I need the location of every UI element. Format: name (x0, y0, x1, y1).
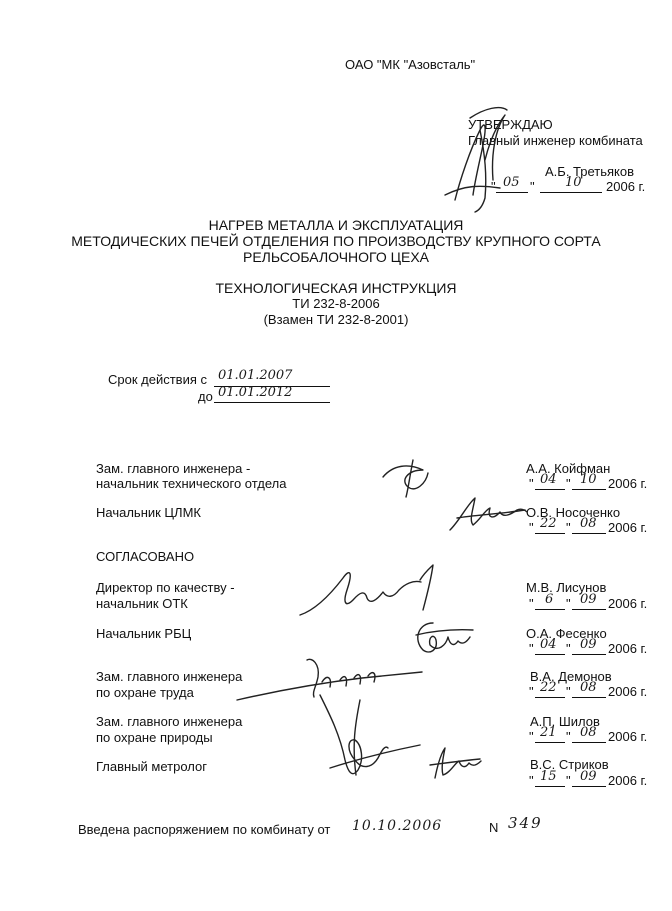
number-value: 349 (508, 814, 543, 832)
signer-year: 2006 г. (608, 520, 648, 535)
date-quote: " (566, 773, 571, 788)
doc-title-line3: РЕЛЬСОБАЛОЧНОГО ЦЕХА (242, 249, 429, 265)
agreed-position: Директор по качеству - (96, 580, 235, 595)
approval-year: 2006 г. (606, 179, 646, 194)
signature-nosochenko (445, 490, 530, 535)
month-line (572, 654, 606, 655)
date-quote: " (566, 596, 571, 611)
day-line (535, 654, 565, 655)
agreed-month: 08 (580, 725, 597, 740)
intro-label: Введена распоряжением по комбинату от (78, 822, 331, 837)
signature-koifman (378, 455, 438, 500)
date-quote: " (529, 520, 534, 535)
agreed-year: 2006 г. (608, 729, 648, 744)
date-quote: " (529, 773, 534, 788)
agreed-name: М.В. Лисунов (526, 580, 607, 595)
signer-month: 10 (580, 472, 597, 487)
date-quote: " (529, 476, 534, 491)
month-line (572, 609, 606, 610)
validity-to-line (214, 402, 330, 403)
signer-position: Зам. главного инженера - (96, 461, 251, 476)
day-line (535, 609, 565, 610)
date-quote: " (566, 641, 571, 656)
signer-name: А.А. Койфман (526, 461, 611, 476)
agreed-position: начальник ОТК (96, 596, 188, 611)
validity-from-date: 01.01.2007 (218, 368, 293, 383)
month-line (572, 742, 606, 743)
day-line (535, 786, 565, 787)
agreed-day: 21 (540, 725, 557, 740)
date-quote: " (566, 476, 571, 491)
signer-day: 22 (540, 516, 557, 531)
company-name: ОАО "МК "Азовсталь" (345, 57, 476, 72)
signer-position: Начальник ЦЛМК (96, 505, 201, 520)
signature-strikov (425, 743, 485, 783)
agreed-year: 2006 г. (608, 773, 648, 788)
date-quote: " (566, 684, 571, 699)
date-quote: " (566, 520, 571, 535)
intro-date: 10.10.2006 (352, 818, 443, 834)
agreed-year: 2006 г. (608, 684, 648, 699)
date-quote: " (529, 684, 534, 699)
day-line (535, 697, 565, 698)
validity-from-label: Срок действия с (108, 372, 207, 387)
signer-position: начальник технического отдела (96, 476, 287, 491)
validity-to-label: до (198, 389, 213, 404)
validity-to-date: 01.01.2012 (218, 385, 293, 400)
doc-title-line2: МЕТОДИЧЕСКИХ ПЕЧЕЙ ОТДЕЛЕНИЯ ПО ПРОИЗВОДСТВУ КРУПНОГО СОРТА (71, 233, 601, 249)
month-line (572, 533, 606, 534)
approval-day: 05 (503, 175, 520, 190)
signer-month: 08 (580, 516, 597, 531)
month-line (572, 697, 606, 698)
agreed-position: по охране природы (96, 730, 213, 745)
agreed-day: 6 (545, 592, 554, 607)
month-line (572, 786, 606, 787)
day-line (535, 533, 565, 534)
signature-lisunov (295, 560, 450, 620)
month-line (572, 489, 606, 490)
agreed-position: по охране труда (96, 685, 194, 700)
date-quote: " (529, 729, 534, 744)
approval-month: 10 (565, 175, 582, 190)
agreed-month: 09 (580, 592, 597, 607)
agreed-month: 09 (580, 637, 597, 652)
agreed-position: Начальник РБЦ (96, 626, 192, 641)
signer-name: О.В. Носоченко (526, 505, 621, 520)
day-line (535, 742, 565, 743)
agreed-name: А.П. Шилов (530, 714, 600, 729)
agreed-month: 09 (580, 769, 597, 784)
agreed-month: 08 (580, 680, 597, 695)
agreed-title: СОГЛАСОВАНО (96, 549, 195, 564)
doc-number: ТИ 232-8-2006 (292, 296, 380, 311)
number-label: N (489, 820, 499, 835)
agreed-day: 15 (540, 769, 557, 784)
approval-quote-open: " (491, 179, 496, 194)
date-quote: " (529, 641, 534, 656)
approval-signature (425, 100, 515, 220)
signature-shilov (300, 690, 430, 785)
doc-type: ТЕХНОЛОГИЧЕСКАЯ ИНСТРУКЦИЯ (215, 280, 457, 296)
date-quote: " (566, 729, 571, 744)
date-quote: " (529, 596, 534, 611)
approval-month-line (540, 192, 602, 193)
doc-replaces: (Взамен ТИ 232-8-2001) (263, 312, 409, 327)
agreed-position: Главный метролог (96, 759, 207, 774)
approval-name: А.Б. Третьяков (545, 164, 635, 179)
agreed-day: 22 (540, 680, 557, 695)
signer-day: 04 (540, 472, 557, 487)
agreed-position: Зам. главного инженера (96, 669, 243, 684)
doc-title-line1: НАГРЕВ МЕТАЛЛА И ЭКСПЛУАТАЦИЯ (208, 217, 464, 233)
signer-year: 2006 г. (608, 476, 648, 491)
day-line (535, 489, 565, 490)
approval-quote-close: " (530, 179, 535, 194)
approval-title: УТВЕРЖДАЮ (468, 117, 553, 132)
agreed-year: 2006 г. (608, 596, 648, 611)
agreed-day: 04 (540, 637, 557, 652)
agreed-year: 2006 г. (608, 641, 648, 656)
agreed-position: Зам. главного инженера (96, 714, 243, 729)
agreed-name: О.А. Фесенко (526, 626, 607, 641)
agreed-name: В.С. Стриков (530, 757, 609, 772)
approval-position: Главный инженер комбината (468, 133, 643, 148)
agreed-name: В.А. Демонов (530, 669, 612, 684)
